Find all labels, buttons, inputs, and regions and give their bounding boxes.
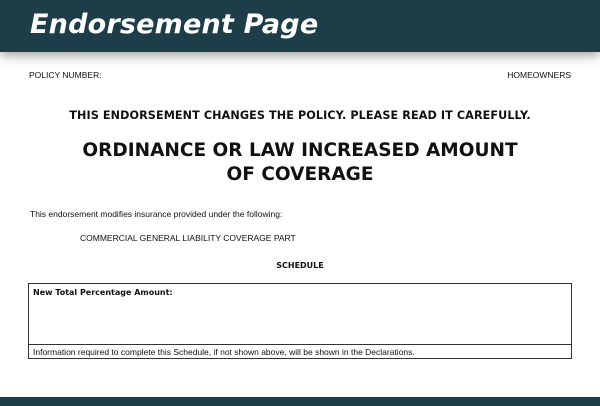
form-type-label: HOMEOWNERS <box>507 70 571 80</box>
schedule-heading: SCHEDULE <box>276 261 324 270</box>
coverage-part-name: COMMERCIAL GENERAL LIABILITY COVERAGE PART <box>80 233 296 243</box>
new-total-percentage-label <box>33 288 173 297</box>
endorsement-notice: THIS ENDORSEMENT CHANGES THE POLICY. PLEASE READ IT CAREFULLY. <box>69 109 531 122</box>
banner-title: Endorsement Page <box>30 9 319 40</box>
schedule-table <box>28 283 572 359</box>
endorsement-title <box>0 139 600 187</box>
title-line-2: OF COVERAGE <box>226 164 374 185</box>
intro-text: This endorsement modifies insurance provided under the following: <box>30 209 283 219</box>
title-line-1: ORDINANCE OR LAW INCREASED AMOUNT <box>82 140 518 161</box>
new-total-percentage-label-text: New Total Percentage Amount: <box>33 288 173 297</box>
footer-bar <box>0 397 600 406</box>
policy-number-label: POLICY NUMBER: <box>29 70 102 80</box>
schedule-footer-note: Information required to complete this Schedule, if not shown above, will be shown in the Declarations. <box>29 344 571 358</box>
header-banner <box>0 0 600 52</box>
